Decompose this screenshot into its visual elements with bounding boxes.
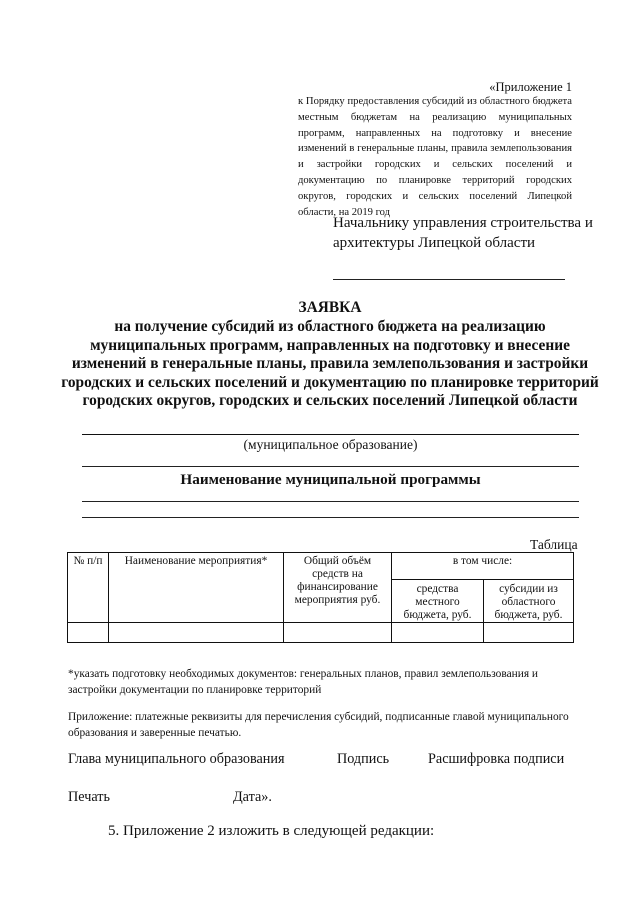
table-row: [68, 623, 574, 643]
application-heading: ЗАЯВКА: [298, 299, 362, 316]
table-cell: [392, 623, 484, 643]
header-local-budget: средства местного бюджета, руб.: [392, 580, 484, 623]
table-cell: [284, 623, 392, 643]
date-label: Дата».: [233, 789, 272, 805]
municipality-label: (муниципальное образование): [243, 437, 418, 452]
table-cell: [109, 623, 284, 643]
header-activity-name: Наименование мероприятия*: [109, 553, 284, 623]
program-fill-line: [82, 517, 579, 518]
application-subtitle: на получение субсидий из областного бюджета на реализацию муниципальных программ, направленных на подготовку и внесение изменений в генеральные планы, правила землепользования и застройки городских и сельских поселений и документацию по планировке территорий городских округов, городских и сельских поселений Липецкой области: [61, 318, 599, 409]
table-footnote: *указать подготовку необходимых документов: генеральных планов, правил землепользования и застройки документации по планировке территорий: [68, 668, 539, 696]
appendix-title: «Приложение 1: [489, 80, 572, 94]
addressee-signature-line: [333, 279, 565, 280]
closing-item-5: 5. Приложение 2 изложить в следующей редакции:: [108, 823, 435, 839]
attachment-note: Приложение: платежные реквизиты для перечисления субсидий, подписанные главой муниципального образования и заверенные печатью.: [68, 711, 569, 739]
program-title: Наименование муниципальной программы: [180, 471, 481, 488]
appendix-reference: к Порядку предоставления субсидий из областного бюджета местным бюджетам на реализацию муниципальных программ, направленных на подготовку и внесение изменений в генеральные планы, правила землепользования и застройки городских и сельских поселений и документацию по планировке территорий городских округов, городских и сельских поселений Липецкой области, на 2019 год: [298, 96, 572, 218]
program-fill-line: [82, 501, 579, 502]
table-cell: [68, 623, 109, 643]
table-label: Таблица: [530, 537, 578, 552]
header-including: в том числе:: [392, 553, 574, 580]
signature-head-label: Глава муниципального образования: [68, 751, 285, 767]
header-regional-subsidy: субсидии из областного бюджета, руб.: [484, 580, 574, 623]
activities-table: [67, 552, 574, 643]
stamp-label: Печать: [68, 789, 110, 805]
divider-line: [82, 466, 579, 467]
header-number: № п/п: [68, 553, 109, 623]
signature-sign-label: Подпись: [337, 751, 390, 767]
table-cell: [484, 623, 574, 643]
header-total-funding: Общий объём средств на финансирование мероприятия руб.: [284, 553, 392, 623]
signature-decode-label: Расшифровка подписи: [428, 751, 565, 767]
addressee: Начальнику управления строительства и архитектуры Липецкой области: [333, 215, 593, 251]
municipality-fill-line: [82, 434, 579, 435]
